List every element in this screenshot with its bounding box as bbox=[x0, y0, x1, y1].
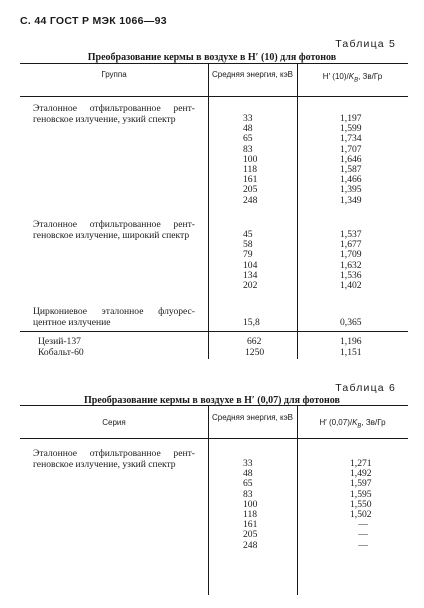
energy-value: 100 bbox=[243, 498, 258, 510]
table-6-col-divider-1 bbox=[208, 405, 209, 595]
table-5-row-2-coefs bbox=[340, 230, 384, 291]
table-5-label: Таблица 5 bbox=[335, 38, 396, 50]
energy-value: 161 bbox=[243, 519, 258, 531]
coef-value: — bbox=[358, 519, 368, 531]
table-5-header-coef: H′ $(10)/K_B$, Зв/Гр bbox=[322, 72, 383, 84]
energy-value: 104 bbox=[243, 259, 258, 271]
table-5-row-5-energy: 1250 bbox=[245, 347, 265, 358]
energy-value: 79 bbox=[243, 249, 253, 261]
table-6-header-rule bbox=[20, 438, 408, 439]
table-5-row-5-group: Кобальт-60 bbox=[38, 347, 84, 358]
coef-value: 1,587 bbox=[340, 164, 362, 176]
table-6-row-1-coefs bbox=[350, 459, 394, 551]
table-5-row-2-energies bbox=[243, 230, 283, 291]
table-6-label: Таблица 6 bbox=[335, 382, 396, 394]
coef-value: 1,597 bbox=[350, 478, 372, 490]
energy-value: 205 bbox=[243, 184, 258, 196]
table-5-row-5-coef: 1,151 bbox=[340, 347, 362, 358]
table-6-header-series: Серия bbox=[102, 418, 126, 427]
coef-value: 1,595 bbox=[350, 488, 372, 500]
energy-value: 48 bbox=[243, 468, 253, 480]
table-5-col-divider-2 bbox=[297, 63, 298, 359]
table-5-row-3-group: Циркониевое эталонное флуорес- центное излучение bbox=[33, 306, 195, 328]
table-6-caption: Преобразование кермы в воздухе в H′ (0,07) для фотонов bbox=[84, 395, 340, 406]
energy-value: 83 bbox=[243, 488, 253, 500]
table-5-row-4-coef: 1,196 bbox=[340, 336, 362, 347]
table-6-header-coef: H′ $(0,07)/K_B$, Зв/Гр bbox=[319, 418, 386, 430]
coef-value: 1,632 bbox=[340, 259, 362, 271]
coef-value: 1,402 bbox=[340, 280, 362, 292]
energy-value: 33 bbox=[243, 113, 253, 124]
table-5-row-3-energy: 15,8 bbox=[243, 317, 260, 328]
coef-value: 1,197 bbox=[340, 113, 362, 124]
table-5-row-1-energies bbox=[243, 114, 283, 206]
energy-value: 83 bbox=[243, 143, 253, 155]
coef-value: 1,502 bbox=[350, 509, 372, 521]
coef-value: 1,349 bbox=[340, 194, 362, 206]
energy-value: 48 bbox=[243, 123, 253, 135]
coef-value: 1,709 bbox=[340, 249, 362, 261]
energy-value: 45 bbox=[243, 229, 253, 240]
coef-value: 1,537 bbox=[340, 229, 362, 240]
coef-value: — bbox=[358, 529, 368, 541]
table-5-col-divider-1 bbox=[208, 63, 209, 359]
energy-value: 248 bbox=[243, 194, 258, 206]
coef-value: 1,271 bbox=[350, 458, 372, 469]
energy-value: 100 bbox=[243, 153, 258, 165]
table-5-row-2-group: Эталонное отфильтрованное рент- геновское излучение, широкий спектр bbox=[33, 219, 195, 241]
energy-value: 33 bbox=[243, 458, 253, 469]
table-5-row-1-group: Эталонное отфильтрованное рент- геновское излучение, узкий спектр bbox=[33, 103, 195, 125]
energy-value: 65 bbox=[243, 133, 253, 145]
coef-value: 1,536 bbox=[340, 269, 362, 281]
coef-value: — bbox=[358, 539, 368, 551]
page-header: С. 44 ГОСТ Р МЭК 1066—93 bbox=[20, 15, 167, 27]
table-5-row-4-group: Цезий-137 bbox=[38, 336, 81, 347]
energy-value: 118 bbox=[243, 509, 258, 521]
coef-value: 1,492 bbox=[350, 468, 372, 480]
table-6-row-1-series: Эталонное отфильтрованное рент- геновское излучение, узкий спектр bbox=[33, 448, 195, 470]
energy-value: 118 bbox=[243, 164, 258, 176]
coef-value: 1,707 bbox=[340, 143, 362, 155]
coef-value: 1,395 bbox=[340, 184, 362, 196]
table-6-header-energy: Средняя энергия, кэВ bbox=[211, 413, 294, 422]
table-5-header-rule bbox=[20, 96, 408, 97]
table-5-header-group: Группа bbox=[101, 70, 127, 79]
energy-value: 134 bbox=[243, 269, 258, 281]
coef-value: 1,466 bbox=[340, 174, 362, 186]
table-5-row-4-energy: 662 bbox=[247, 336, 262, 347]
table-5-caption: Преобразование кермы в воздухе в H′ (10) для фотонов bbox=[87, 52, 337, 63]
table-5-top-rule bbox=[20, 63, 408, 64]
table-6-top-rule bbox=[20, 405, 408, 406]
energy-value: 65 bbox=[243, 478, 253, 490]
coef-value: 1,646 bbox=[340, 153, 362, 165]
energy-value: 58 bbox=[243, 239, 253, 251]
coef-value: 1,599 bbox=[340, 123, 362, 135]
table-5-row-1-coefs bbox=[340, 114, 384, 206]
table-5-row-3-coef: 0,365 bbox=[340, 317, 362, 328]
energy-value: 205 bbox=[243, 529, 258, 541]
table-5-header-energy: Средняя энергия, кэВ bbox=[211, 70, 294, 79]
energy-value: 248 bbox=[243, 539, 258, 551]
energy-value: 202 bbox=[243, 280, 258, 292]
coef-value: 1,677 bbox=[340, 239, 362, 251]
table-6-row-1-energies bbox=[243, 459, 283, 551]
table-6-col-divider-2 bbox=[297, 405, 298, 595]
energy-value: 161 bbox=[243, 174, 258, 186]
coef-value: 1,734 bbox=[340, 133, 362, 145]
table-5-separator-rule bbox=[20, 331, 408, 332]
coef-value: 1,550 bbox=[350, 498, 372, 510]
